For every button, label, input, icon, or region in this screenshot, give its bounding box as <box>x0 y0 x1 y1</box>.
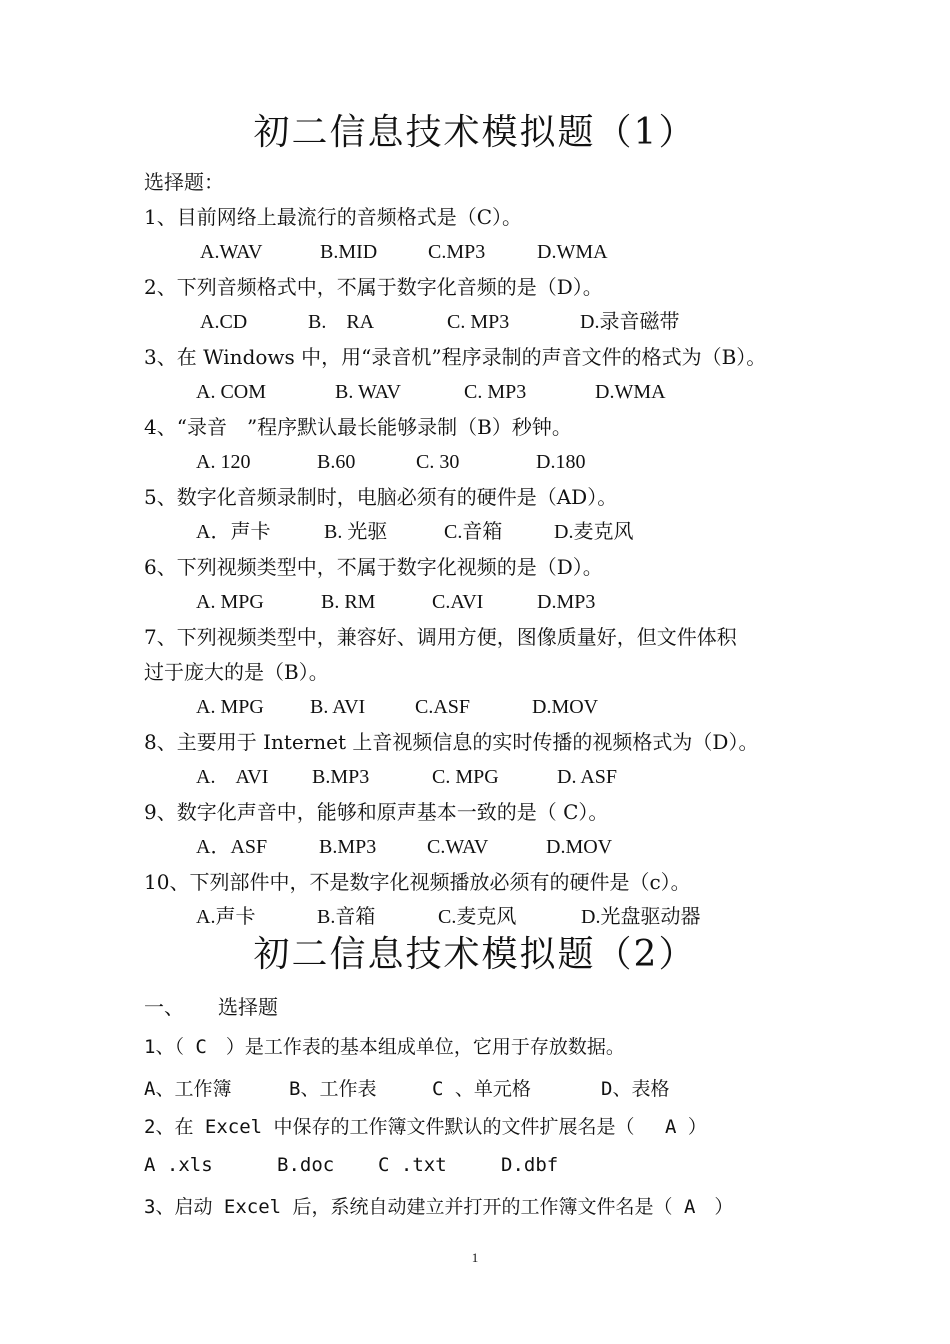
option-b: B.MP3 <box>319 836 377 858</box>
option-c: C.ASF <box>415 696 471 718</box>
question-7: 7、下列视频类型中，兼容好、调用方便，图像质量好，但文件体积 <box>144 625 737 649</box>
option-b: B.MID <box>320 241 378 263</box>
question-3: 3、在 Windows 中，用“录音机”程序录制的声音文件的格式为（B）。 <box>144 345 767 369</box>
question-2-1: 1、（ C ）是工作表的基本组成单位，它用于存放数据。 <box>144 1036 625 1058</box>
options-6 <box>196 589 816 615</box>
options-8 <box>196 764 816 790</box>
option-b: B. WAV <box>335 381 401 403</box>
option-a: A .xls <box>144 1154 213 1176</box>
option-a: A. AVI <box>196 766 269 788</box>
question-10: 10、下列部件中，不是数字化视频播放必须有的硬件是（c）。 <box>144 870 691 894</box>
option-d: D.dbf <box>501 1154 559 1176</box>
option-c: C. 30 <box>416 451 460 473</box>
options-1 <box>196 239 816 265</box>
option-d: D.麦克风 <box>554 521 634 543</box>
option-b: B.doc <box>277 1154 335 1176</box>
question-5: 5、数字化音频录制时，电脑必须有的硬件是（AD）。 <box>144 485 618 509</box>
option-c: C.麦克风 <box>438 906 517 928</box>
option-c: C.WAV <box>427 836 489 858</box>
option-d: D.录音磁带 <box>580 311 680 333</box>
options-7 <box>196 694 816 720</box>
question-6: 6、下列视频类型中，不属于数字化视频的是（D）。 <box>144 555 603 579</box>
question-2-2: 2、在 Excel 中保存的工作簿文件默认的文件扩展名是（ A ） <box>144 1116 707 1138</box>
option-d: D.MOV <box>546 836 613 858</box>
options-9 <box>196 834 816 860</box>
option-b: B. RA <box>308 311 375 333</box>
option-a: A、工作簿 <box>144 1078 232 1100</box>
section-label: 选择题 <box>218 995 278 1019</box>
question-9: 9、数字化声音中，能够和原声基本一致的是（ C）。 <box>144 800 609 824</box>
option-b: B. RM <box>321 591 376 613</box>
option-a: A.WAV <box>200 241 263 263</box>
page-title-2: 初二信息技术模拟题（2） <box>253 934 697 975</box>
options-4 <box>196 449 816 475</box>
option-c: C. MP3 <box>447 311 510 333</box>
option-a: A.CD <box>200 311 248 333</box>
options-2-1 <box>144 1074 764 1100</box>
section-number: 一、 <box>144 995 184 1019</box>
options-2 <box>196 309 816 335</box>
option-a: A．ASF <box>196 836 268 858</box>
section-heading-2 <box>144 994 278 1020</box>
question-2-3: 3、启动 Excel 后，系统自动建立并打开的工作簿文件名是（ A ） <box>144 1196 734 1218</box>
option-a: A. MPG <box>196 591 264 613</box>
option-c: C.AVI <box>432 591 484 613</box>
option-a: A．声卡 <box>196 521 271 543</box>
option-d: D.光盘驱动器 <box>581 906 701 928</box>
option-b: B、工作表 <box>289 1078 377 1100</box>
question-4: 4、“录音 ”程序默认最长能够录制（B）秒钟。 <box>144 415 572 439</box>
option-d: D.180 <box>536 451 586 473</box>
option-b: B.MP3 <box>312 766 370 788</box>
option-d: D.MOV <box>532 696 599 718</box>
question-8: 8、主要用于 Internet 上音视频信息的实时传播的视频格式为（D）。 <box>144 730 759 754</box>
question-1: 1、目前网络上最流行的音频格式是（C）。 <box>144 205 523 229</box>
option-d: D.WMA <box>537 241 608 263</box>
option-c: C 、单元格 <box>432 1078 531 1100</box>
page-title: 初二信息技术模拟题（1） <box>253 112 697 153</box>
option-a: A. COM <box>196 381 267 403</box>
option-c: C.音箱 <box>444 521 503 543</box>
question-2: 2、下列音频格式中，不属于数字化音频的是（D）。 <box>144 275 603 299</box>
option-d: D、表格 <box>601 1078 670 1100</box>
section-heading: 选择题： <box>144 170 224 194</box>
option-d: D.WMA <box>595 381 666 403</box>
option-b: B.音箱 <box>317 906 376 928</box>
option-a: A. 120 <box>196 451 251 473</box>
option-c: C. MP3 <box>464 381 527 403</box>
option-d: D.MP3 <box>537 591 596 613</box>
option-b: B. 光驱 <box>324 521 388 543</box>
option-c: C .txt <box>378 1154 447 1176</box>
option-b: B.60 <box>317 451 356 473</box>
options-5 <box>196 519 816 545</box>
options-2-2 <box>144 1154 764 1180</box>
option-a: A.声卡 <box>196 906 256 928</box>
option-d: D. ASF <box>557 766 618 788</box>
option-a: A. MPG <box>196 696 264 718</box>
option-c: C.MP3 <box>428 241 486 263</box>
option-b: B. AVI <box>310 696 366 718</box>
page-number: 1 <box>471 1250 479 1265</box>
option-c: C. MPG <box>432 766 499 788</box>
question-7-continued: 过于庞大的是（B）。 <box>144 660 329 684</box>
options-3 <box>196 379 816 405</box>
